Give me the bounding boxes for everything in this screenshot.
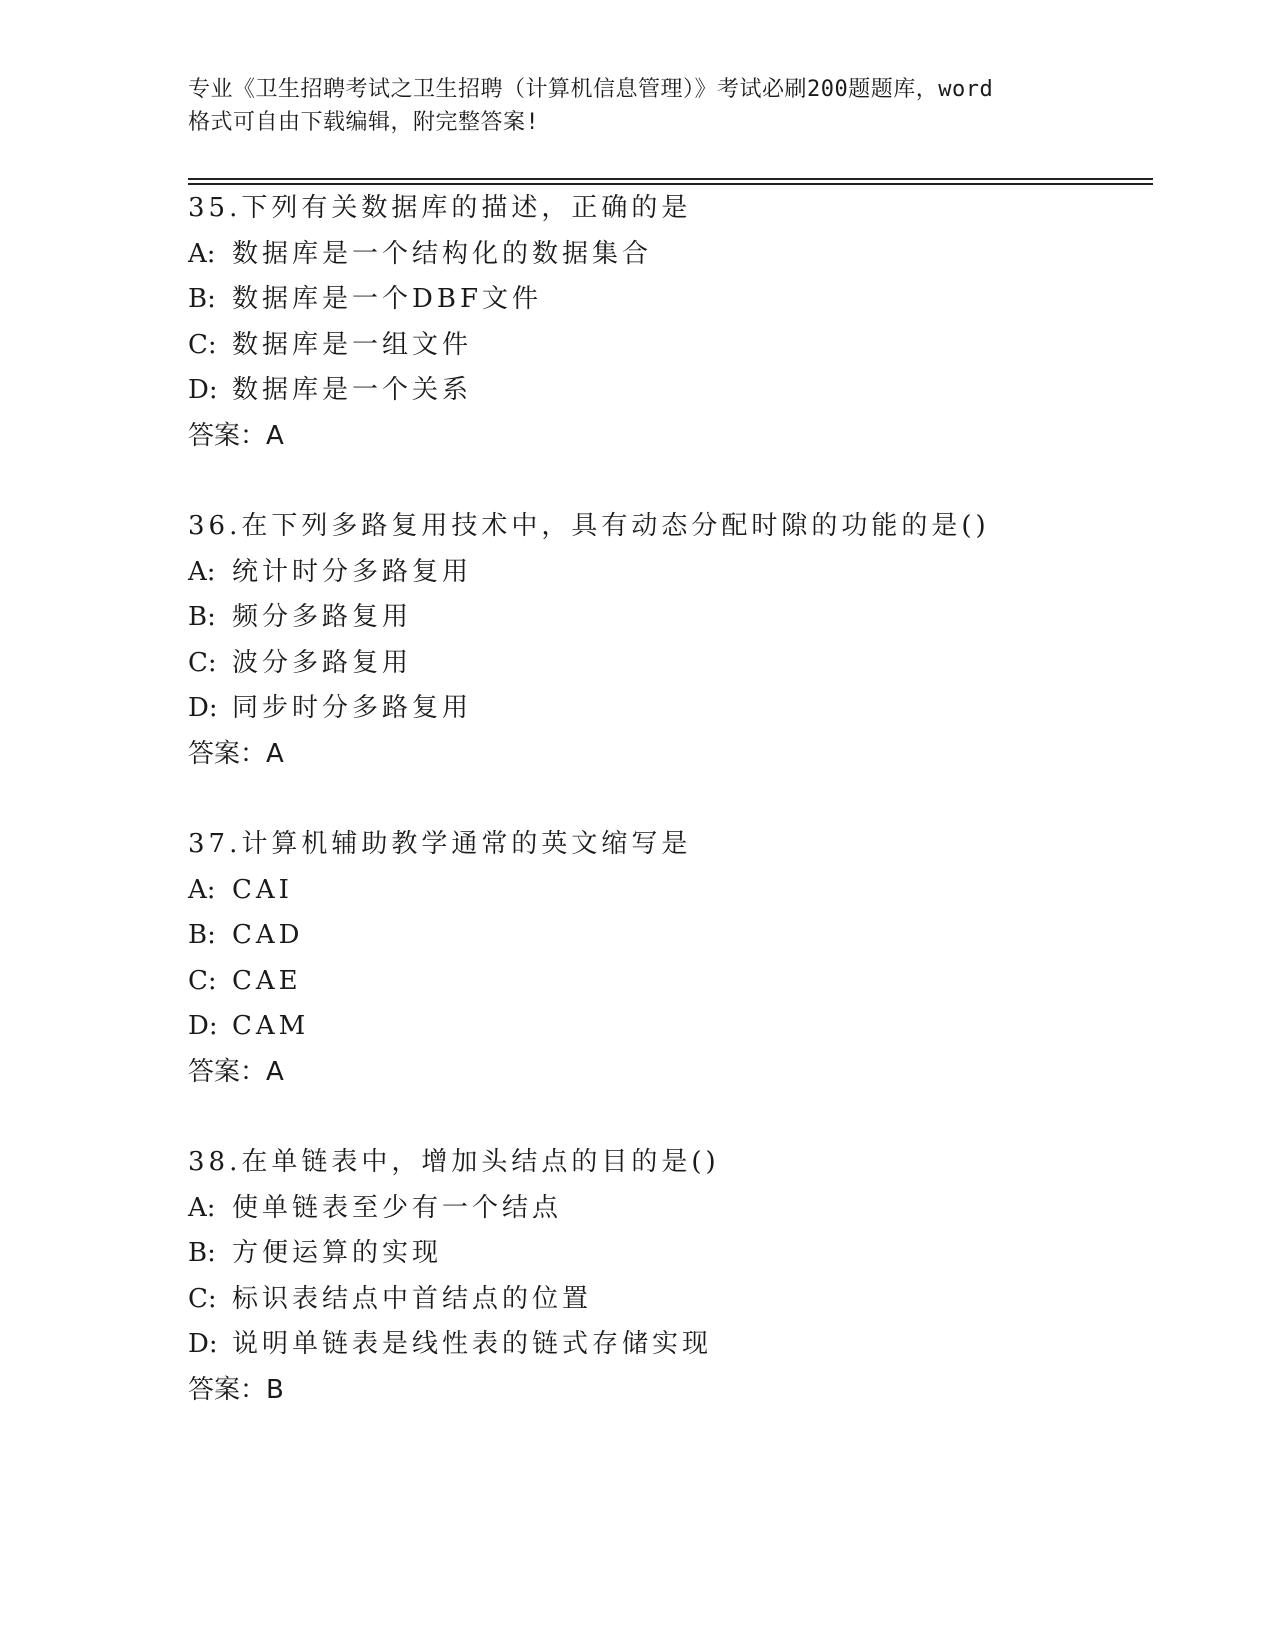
header-divider-bottom: [188, 183, 1153, 185]
document-header: [188, 73, 1088, 139]
question-37: [188, 822, 1153, 1095]
option-letter: C:: [188, 647, 217, 678]
question-stem: 38.在单链表中，增加头结点的目的是(): [188, 1147, 720, 1177]
option-letter: B:: [188, 602, 216, 632]
question-36: [188, 504, 1153, 777]
option-text: 数据库是一组文件: [232, 329, 473, 360]
option-letter: D:: [188, 693, 218, 723]
option-letter: A:: [188, 238, 216, 269]
option-a: [188, 868, 1153, 914]
option-letter: A:: [188, 1192, 216, 1223]
option-d: [188, 686, 1153, 732]
option-text: CAE: [232, 965, 302, 996]
option-c: [188, 1277, 1153, 1323]
option-letter: D:: [188, 375, 218, 405]
option-text: 数据库是一个关系: [232, 375, 473, 405]
option-text: CAM: [232, 1011, 310, 1041]
question-list: [188, 186, 1153, 1458]
option-b: [188, 1231, 1153, 1277]
option-a: [188, 550, 1153, 596]
answer-line: 答案：B: [188, 1374, 284, 1405]
option-letter: C:: [188, 329, 217, 360]
option-text: 使单链表至少有一个结点: [232, 1192, 563, 1223]
option-text: 数据库是一个结构化的数据集合: [232, 238, 653, 269]
option-letter: B:: [188, 284, 216, 314]
option-b: [188, 595, 1153, 641]
option-b: [188, 277, 1153, 323]
option-a: [188, 1186, 1153, 1232]
option-text: CAD: [232, 920, 304, 950]
answer-line: 答案：A: [188, 420, 284, 451]
option-d: [188, 1004, 1153, 1050]
question-stem: 37.计算机辅助教学通常的英文缩写是: [188, 829, 692, 859]
option-text: 同步时分多路复用: [232, 693, 473, 723]
header-line-1: 专业《卫生招聘考试之卫生招聘（计算机信息管理）》考试必刷200题题库，word: [188, 77, 994, 102]
question-38: [188, 1140, 1153, 1413]
option-letter: B:: [188, 1238, 216, 1268]
answer-line: 答案：A: [188, 1056, 284, 1087]
option-c: [188, 641, 1153, 687]
question-stem: 35.下列有关数据库的描述，正确的是: [188, 193, 692, 223]
header-divider-top: [188, 178, 1153, 180]
option-c: [188, 959, 1153, 1005]
option-letter: D:: [188, 1011, 218, 1041]
option-a: [188, 232, 1153, 278]
option-b: [188, 913, 1153, 959]
option-letter: C:: [188, 965, 217, 996]
header-line-2: 格式可自由下载编辑，附完整答案!: [188, 110, 540, 135]
option-letter: A:: [188, 874, 216, 905]
answer-line: 答案：A: [188, 738, 284, 769]
option-text: 标识表结点中首结点的位置: [232, 1283, 593, 1314]
option-text: 波分多路复用: [232, 647, 413, 678]
option-c: [188, 323, 1153, 369]
option-d: [188, 368, 1153, 414]
question-stem: 36.在下列多路复用技术中，具有动态分配时隙的功能的是(): [188, 511, 990, 541]
option-d: [188, 1322, 1153, 1368]
option-text: 频分多路复用: [232, 602, 413, 632]
option-text: 统计时分多路复用: [232, 556, 473, 587]
option-letter: D:: [188, 1329, 218, 1359]
option-letter: C:: [188, 1283, 217, 1314]
option-text: 方便运算的实现: [232, 1238, 443, 1268]
option-text: 说明单链表是线性表的链式存储实现: [232, 1329, 713, 1359]
question-35: [188, 186, 1153, 459]
option-text: 数据库是一个DBF文件: [232, 284, 542, 314]
option-text: CAI: [232, 874, 293, 905]
option-letter: A:: [188, 556, 216, 587]
option-letter: B:: [188, 920, 216, 950]
